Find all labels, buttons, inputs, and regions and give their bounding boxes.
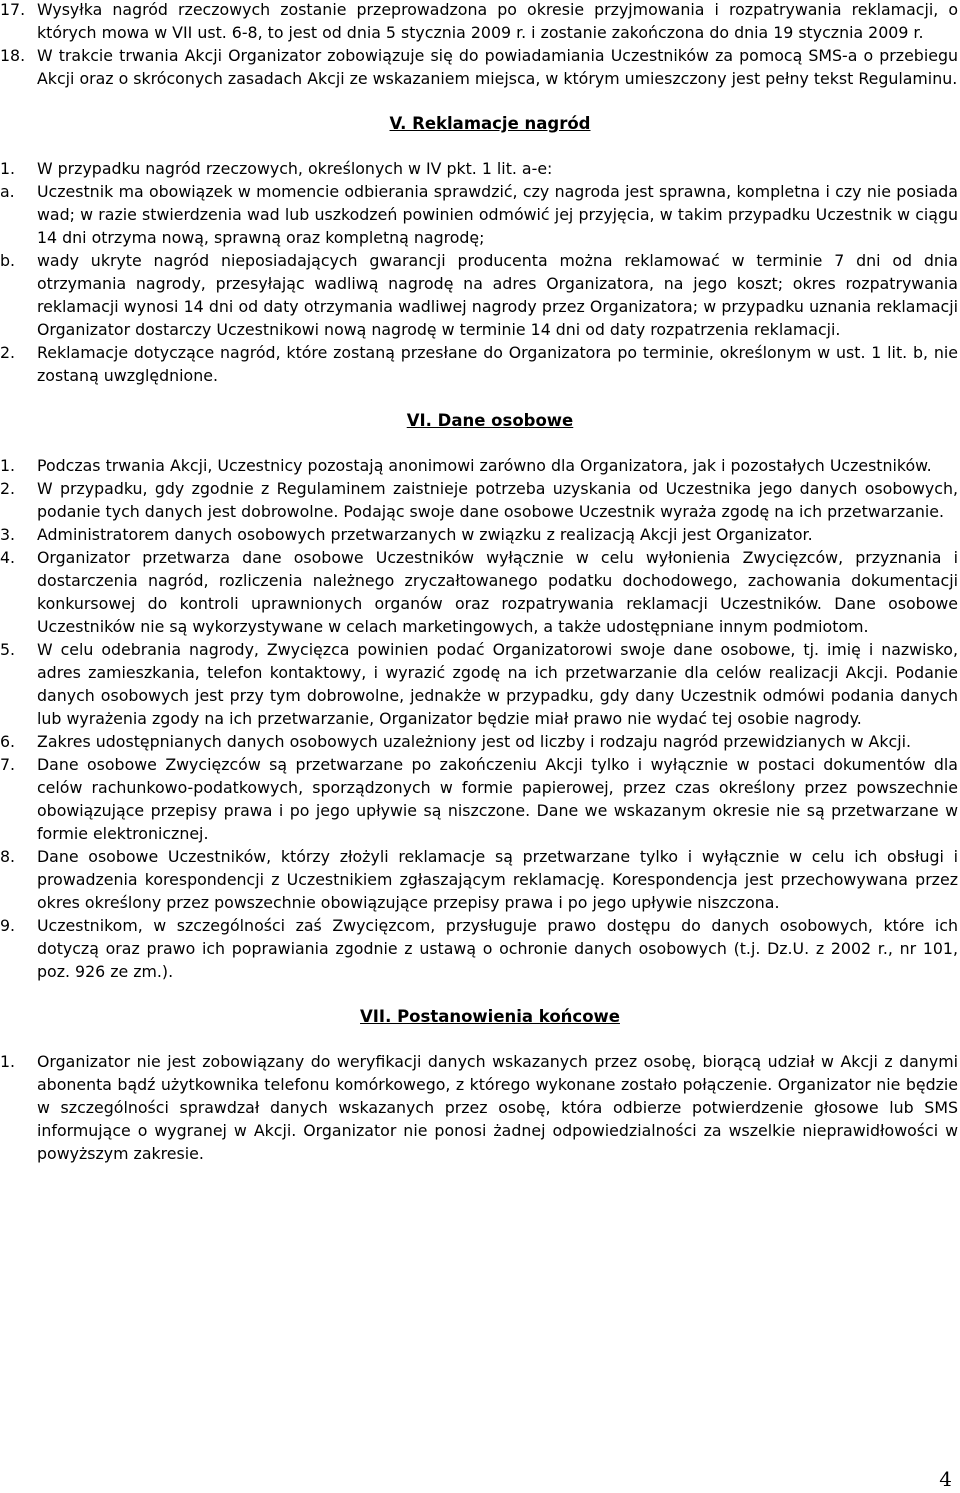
section-v-heading xyxy=(0,112,958,135)
item-number: a. xyxy=(0,182,15,201)
sec-vi-item-8 xyxy=(0,845,958,914)
item-text: Uczestnik ma obowiązek w momencie odbierania sprawdzić, czy nagroda jest sprawna, kompletna i czy nie posiada wad; w razie stwierdzenia wad lub uszkodzeń powinien odmówić jej przyjęcia, w takim przypadku Uczestnik w ciągu 14 dni otrzyma nową, sprawną oraz kompletną nagrodę; xyxy=(37,182,958,247)
sec-vi-item-3 xyxy=(0,523,958,546)
item-number: 7. xyxy=(0,755,16,774)
item-text: Organizator przetwarza dane osobowe Uczestników wyłącznie w celu wyłonienia Zwycięzców, przyznania i dostarczenia nagród, rozliczenia należnego zryczałtowanego podatku dochodowego, zachowania dokumentacji konkursowej do kontroli uprawnionych organów oraz rozpatrywania reklamacji Uczestników. Dane osobowe Uczestników nie są wykorzystywane w celach marketingowych, a także udostępniane innym podmiotom. xyxy=(37,548,958,636)
item-text: W trakcie trwania Akcji Organizator zobowiązuje się do powiadamiania Uczestników za pomocą SMS-a o przebiegu Akcji oraz o skróconych zasadach Akcji ze wskazaniem miejsca, w którym umieszczony jest pełny tekst Regulaminu. xyxy=(37,46,958,88)
item-number: 1. xyxy=(0,1052,16,1071)
item-number: 3. xyxy=(0,525,16,544)
item-text: Zakres udostępnianych danych osobowych uzależniony jest od liczby i rodzaju nagród przewidzianych w Akcji. xyxy=(37,732,911,751)
sec-v-item-2 xyxy=(0,341,958,387)
section-vii-heading xyxy=(0,1005,958,1028)
item-text: Organizator nie jest zobowiązany do weryfikacji danych wskazanych przez osobę, biorącą udział w Akcji z danymi abonenta bądź użytkownika telefonu komórkowego, z którego wykonane zostało połączenie. Organizator nie będzie w szczególności sprawdzał danych wskazanych przez osobę, która odbierze potwierdzenie głosowe lub SMS informujące o wygranej w Akcji. Organizator nie ponosi żadnej odpowiedzialności za wszelkie nieprawidłowości w powyższym zakresie. xyxy=(37,1052,958,1163)
item-text: Dane osobowe Zwycięzców są przetwarzane po zakończeniu Akcji tylko i wyłącznie w postaci dokumentów dla celów rachunkowo-podatkowych, sporządzonych w formie papierowej, przez czas określony przez powszechnie obowiązujące przepisy prawa i po jego upływie są niszczone. Dane we wskazanym okresie nie są przetwarzane w formie elektronicznej. xyxy=(37,755,958,843)
item-number: 1. xyxy=(0,456,16,475)
sec-vi-item-7 xyxy=(0,753,958,845)
item-number: 9. xyxy=(0,916,16,935)
item-number: 8. xyxy=(0,847,16,866)
sec-vi-item-9 xyxy=(0,914,958,983)
item-number: b. xyxy=(0,251,16,270)
sec-vi-item-1 xyxy=(0,454,958,477)
item-number: 18. xyxy=(0,46,26,65)
item-number: 2. xyxy=(0,479,16,498)
sec-vii-item-1 xyxy=(0,1050,958,1165)
item-text: W przypadku, gdy zgodnie z Regulaminem zaistnieje potrzeba uzyskania od Uczestnika jego danych osobowych, podanie tych danych jest dobrowolne. Podając swoje dane osobowe Uczestnik wyraża zgodę na ich przetwarzanie. xyxy=(37,479,958,521)
paragraph-18 xyxy=(0,44,958,90)
item-text: W przypadku nagród rzeczowych, określonych w IV pkt. 1 lit. a-e: xyxy=(37,159,553,178)
item-text: wady ukryte nagród nieposiadających gwarancji producenta można reklamować w terminie 7 dni od dnia otrzymania nagrody, przesyłając wadliwą nagrodę na adres Organizatora, na jego koszt; okres rozpatrywania reklamacji wynosi 14 dni od daty otrzymania wadliwej nagrody przez Organizatora; w przypadku uznania reklamacji Organizator dostarczy Uczestnikowi nową nagrodę w terminie 14 dni od daty rozpatrzenia reklamacji. xyxy=(37,251,958,339)
item-number: 5. xyxy=(0,640,16,659)
item-text: Administratorem danych osobowych przetwarzanych w związku z realizacją Akcji jest Organizator. xyxy=(37,525,813,544)
sec-v-subitem-b xyxy=(0,249,958,341)
sec-vi-item-4 xyxy=(0,546,958,638)
sec-vi-item-2 xyxy=(0,477,958,523)
item-text: Reklamacje dotyczące nagród, które zostaną przesłane do Organizatora po terminie, określonym w ust. 1 lit. b, nie zostaną uwzględnione. xyxy=(37,343,958,385)
page-number: 4 xyxy=(939,1467,952,1491)
section-vi-heading xyxy=(0,409,958,432)
item-number: 2. xyxy=(0,343,16,362)
item-number: 6. xyxy=(0,732,16,751)
item-number: 4. xyxy=(0,548,16,567)
item-number: 17. xyxy=(0,0,26,19)
sec-vi-item-6 xyxy=(0,730,958,753)
sec-v-subitem-a xyxy=(0,180,958,249)
sec-v-item-1 xyxy=(0,157,958,180)
item-text: W celu odebrania nagrody, Zwycięzca powinien podać Organizatorowi swoje dane osobowe, tj. imię i nazwisko, adres zamieszkania, telefon kontaktowy, i wyrazić zgodę na ich przetwarzanie dla celów realizacji Akcji. Podanie danych osobowych jest przy tym dobrowolne, jednakże w przypadku, gdy dany Uczestnik odmówi podania danych lub wyrażenia zgody na ich przetwarzanie, Organizator będzie miał prawo nie wydać tej osobie nagrody. xyxy=(37,640,958,728)
item-text: Wysyłka nagród rzeczowych zostanie przeprowadzona po okresie przyjmowania i rozpatrywania reklamacji, o których mowa w VII ust. 6-8, to jest od dnia 5 stycznia 2009 r. i zostanie zakończona do dnia 19 stycznia 2009 r. xyxy=(37,0,958,42)
item-number: 1. xyxy=(0,159,16,178)
paragraph-17 xyxy=(0,0,958,44)
section-title: VII. Postanowienia końcowe xyxy=(360,1007,620,1026)
item-text: Podczas trwania Akcji, Uczestnicy pozostają anonimowi zarówno dla Organizatora, jak i pozostałych Uczestników. xyxy=(37,456,932,475)
section-title: V. Reklamacje nagród xyxy=(389,114,591,133)
section-title: VI. Dane osobowe xyxy=(406,411,574,430)
item-text: Uczestnikom, w szczególności zaś Zwycięzcom, przysługuje prawo dostępu do danych osobowych, które ich dotyczą oraz prawo ich poprawiania zgodnie z ustawą o ochronie danych osobowych (t.j. Dz.U. z 2002 r., nr 101, poz. 926 ze zm.). xyxy=(37,916,958,981)
sec-vi-item-5 xyxy=(0,638,958,730)
item-text: Dane osobowe Uczestników, którzy złożyli reklamacje są przetwarzane tylko i wyłącznie w celu ich obsługi i prowadzenia korespondencji z Uczestnikiem zgłaszającym reklamację. Korespondencja jest przechowywana przez okres określony przez powszechnie obowiązujące przepisy prawa i po jego upływie niszczona. xyxy=(37,847,958,912)
